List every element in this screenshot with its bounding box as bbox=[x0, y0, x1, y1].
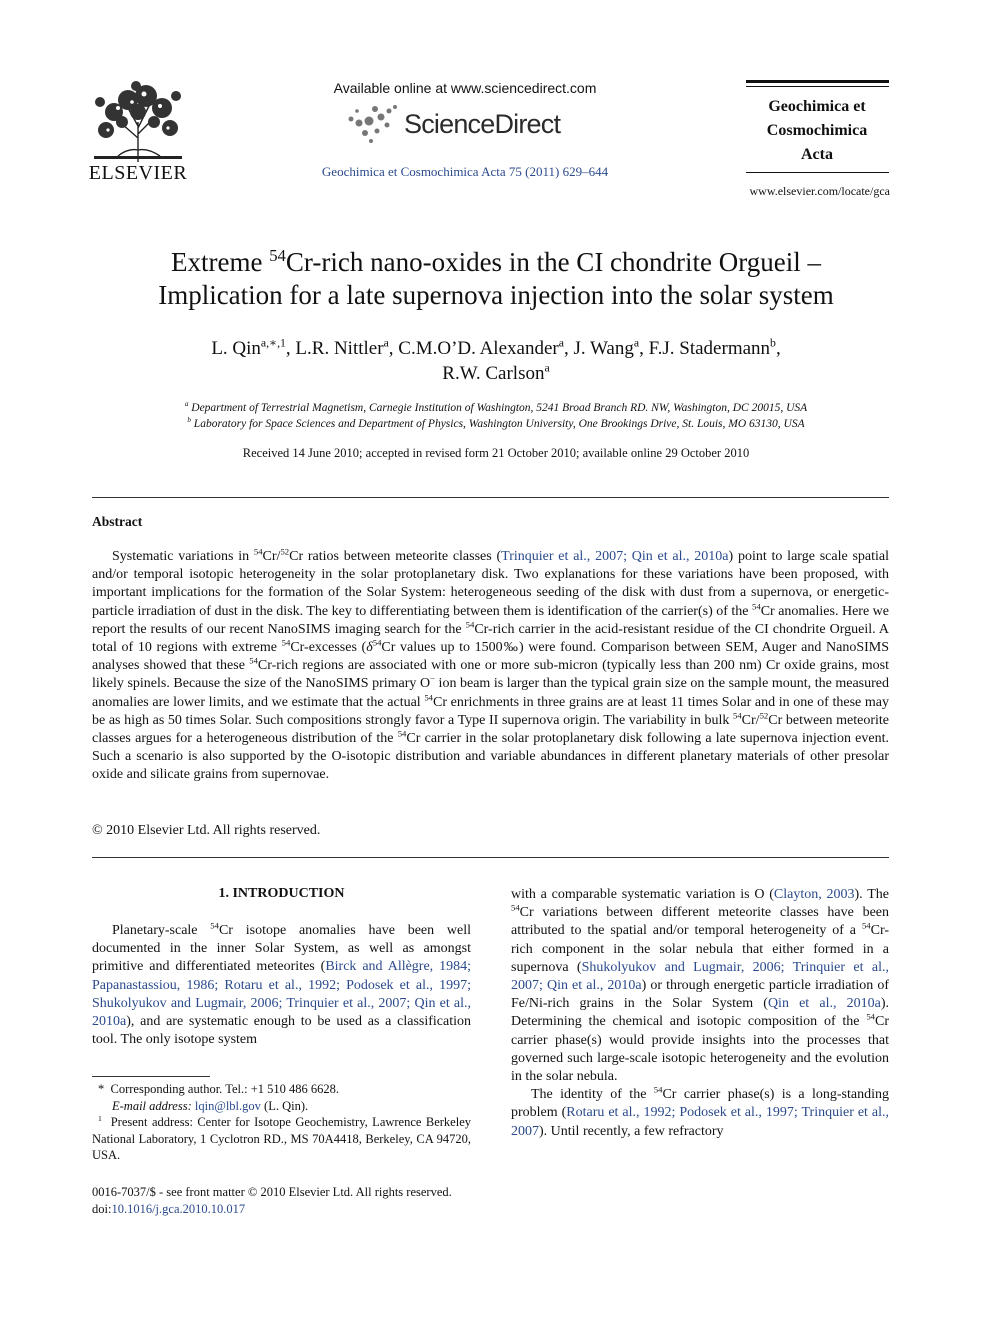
author[interactable]: R.W. Carlson$^a$ bbox=[442, 361, 550, 384]
affiliation: $^b$ Laboratory for Space Sciences and Department of Physics, Washington University, One Brookings Drive, St. Louis, MO 63130, USA bbox=[187, 416, 805, 430]
journal-box-rule bbox=[746, 86, 889, 87]
sciencedirect-wordmark[interactable]: ScienceDirect bbox=[404, 109, 561, 139]
journal-name-line: Cosmochimica bbox=[766, 122, 868, 139]
email-link[interactable]: lqin@lbl.gov bbox=[194, 1098, 261, 1113]
journal-url[interactable]: www.elsevier.com/locate/gca bbox=[749, 184, 890, 198]
citation-link[interactable]: Clayton, 2003 bbox=[773, 887, 855, 902]
intro-right-column bbox=[511, 886, 889, 1141]
intro-paragraph: Planetary-scale $^{54}$Cr isotope anomalies have been well documented in the inner Solar System, as well as amongst primitive and differentiated meteorites (Birck and Allègre, 1984; Papanastassiou, 1986; Rotaru et al., 1992; Podosek et al., 1997; Shukolyukov and Lugmair, 2006; Trinquier et al., 2007; Qin et al., 2010a), and are systematic enough to be used as a classification tool. The only isotope system bbox=[92, 920, 471, 1048]
author[interactable]: J. Wang$^a$ bbox=[573, 336, 640, 359]
doi-link[interactable]: 10.1016/j.gca.2010.10.017 bbox=[111, 1202, 246, 1216]
title-part: Extreme bbox=[170, 247, 270, 277]
publisher-name: ELSEVIER bbox=[88, 162, 188, 184]
email-label: E-mail address: bbox=[112, 1098, 192, 1113]
author[interactable]: L. Qin$^{a,∗,1}$ bbox=[211, 336, 286, 359]
abstract-copyright: © 2010 Elsevier Ltd. All rights reserved. bbox=[92, 823, 321, 838]
front-matter bbox=[92, 1184, 452, 1218]
citation-link[interactable]: Shukolyukov and Lugmair, 2006; Trinquier et al., 2007; Qin et al., 2010a bbox=[511, 959, 889, 994]
divider bbox=[92, 857, 889, 858]
author[interactable]: F.J. Stadermann$^b$ bbox=[648, 336, 776, 359]
author[interactable]: L.R. Nittler$^a$ bbox=[295, 336, 389, 359]
received-dates: Received 14 June 2010; accepted in revised form 21 October 2010; available online 29 October 2010 bbox=[242, 446, 750, 460]
abstract-body: Systematic variations in $^{54}$Cr/$^{52}$Cr ratios between meteorite classes (Trinquier et al., 2007; Qin et al., 2010a) point to large scale spatial and/or temporal isotopic heterogeneity in the solar protoplanetary disk. Two explanations for these variations have been proposed, with important implications for the formation of the Solar System: heterogeneous seeding of the disk with dust from a supernova, or energetic-particle irradiation of dust in the disk. The key to differentiating between them is identification of the carrier(s) of the $^{54}$Cr anomalies. Here we report the results of our recent NanoSIMS imaging search for the $^{54}$Cr-rich carrier in the acid-resistant residue of the CI chondrite Orgueil. A total of 10 regions with extreme $^{54}$Cr-excesses ($\delta^{54}Cr$ values up to 1500‰) were found. Comparison between SEM, Auger and NanoSIMS analyses showed that these $^{54}$Cr-rich regions are associated with one or more sub-micron (typically less than 200 nm) Cr oxide grains, most likely spinels. Because the size of the NanoSIMS primary O− ion beam is larger than the typical grain size on the sample mount, the measured anomalies are lower limits, and we estimate that the actual $^{54}$Cr enrichments in three grains are at least 11 times Solar and in one of these may be as high as 50 times Solar. Such compositions strongly favor a Type II supernova origin. The variability in bulk $^{54}$Cr/$^{52}$Cr between meteorite classes argues for a heterogeneous distribution of the $^{54}$Cr carrier in the solar protoplanetary disk following a late supernova injection event. Such a scenario is also supported by the O-isotopic distribution and variable abundances in different planetary materials of other presolar oxide and silicate grains from supernovae. bbox=[92, 546, 890, 783]
journal-box-rule bbox=[746, 80, 889, 83]
section-heading: 1. INTRODUCTION bbox=[218, 886, 345, 901]
footnote-mark: 1 bbox=[98, 1114, 102, 1124]
present-address: Present address: Center for Isotope Geochemistry, Lawrence Berkeley National Laboratory, 1 Cyclotron RD., MS 70A4418, Berkeley, CA 94720, USA. bbox=[92, 1115, 471, 1163]
issn-line: 0016-7037/$ - see front matter © 2010 Elsevier Ltd. All rights reserved. bbox=[92, 1185, 452, 1199]
abstract-heading: Abstract bbox=[92, 514, 143, 529]
footnote-rule bbox=[92, 1076, 210, 1077]
footnote-mark: * bbox=[98, 1082, 105, 1096]
email-suffix: (L. Qin). bbox=[264, 1098, 309, 1113]
divider bbox=[92, 497, 889, 498]
journal-citation-link[interactable]: Geochimica et Cosmochimica Acta 75 (2011) 629–644 bbox=[321, 164, 609, 179]
title-part: Cr-rich nano-oxides in the CI chondrite Orgueil – bbox=[285, 247, 822, 277]
available-online-text[interactable]: Available online at www.sciencedirect.com bbox=[333, 80, 597, 96]
affiliation: $^a$ Department of Terrestrial Magnetism, Carnegie Institution of Washington, 5241 Broad Branch RD. NW, Washington, DC 20015, USA bbox=[184, 400, 808, 414]
body-paragraph: The identity of the $^{54}$Cr carrier phase(s) is a long-standing problem (Rotaru et al., 1992; Podosek et al., 1997; Trinquier et al., 2007). Until recently, a few refractory bbox=[511, 1084, 889, 1139]
footnotes bbox=[92, 1081, 471, 1164]
citation-link[interactable]: Rotaru et al., 1992; Podosek et al., 1997; Trinquier et al., 2007 bbox=[511, 1105, 889, 1139]
doi-label: doi: bbox=[92, 1202, 112, 1216]
journal-name-line: Acta bbox=[801, 146, 833, 163]
author[interactable]: C.M.O’D. Alexander$^a$ bbox=[398, 336, 564, 359]
citation-link[interactable]: Birck and Allègre, 1984; Papanastassiou, 1986; Rotaru et al., 1992; Podosek et al., 1997; Shukolyukov and Lugmair, 2006; Trinquier et al., 2007; Qin et al., 2010a bbox=[92, 959, 471, 1030]
article-title bbox=[60, 246, 932, 312]
corresponding-author: Corresponding author. Tel.: +1 510 486 6628. bbox=[110, 1082, 339, 1096]
body-paragraph: with a comparable systematic variation is O (Clayton, 2003). The $^{54}$Cr variations between different meteorite classes have been attributed to the spatial and/or temporal heterogeneity of a $^{54}$Cr-rich component in the solar nebula that either formed in a supernova (Shukolyukov and Lugmair, 2006; Trinquier et al., 2007; Qin et al., 2010a) or through energetic particle irradiation of Fe/Ni-rich grains in the Solar System (Qin et al., 2010a). Determining the chemical and isotopic composition of the $^{54}$Cr carrier phase(s) would provide insights into the processes that governed such large-scale isotopic heterogeneity and the evolution in the solar nebula. bbox=[511, 887, 890, 1085]
citation-link[interactable]: Trinquier et al., 2007; Qin et al., 2010a bbox=[501, 549, 729, 564]
journal-name bbox=[742, 95, 892, 167]
citation-link[interactable]: Qin et al., 2010a bbox=[767, 996, 881, 1012]
author-list: L. Qin$^{a,∗,1}$, L.R. Nittler$^a$, C.M.O’D. Alexander$^a$, J. Wang$^a$, F.J. Stadermann$^b$, R.W. Carlson$^a$ bbox=[211, 336, 781, 384]
title-line-2: Implication for a late supernova injection into the solar system bbox=[158, 280, 834, 310]
journal-box-rule bbox=[746, 172, 889, 173]
isotope-superscript: 54 bbox=[269, 246, 286, 265]
journal-name-line: Geochimica et bbox=[768, 98, 866, 115]
